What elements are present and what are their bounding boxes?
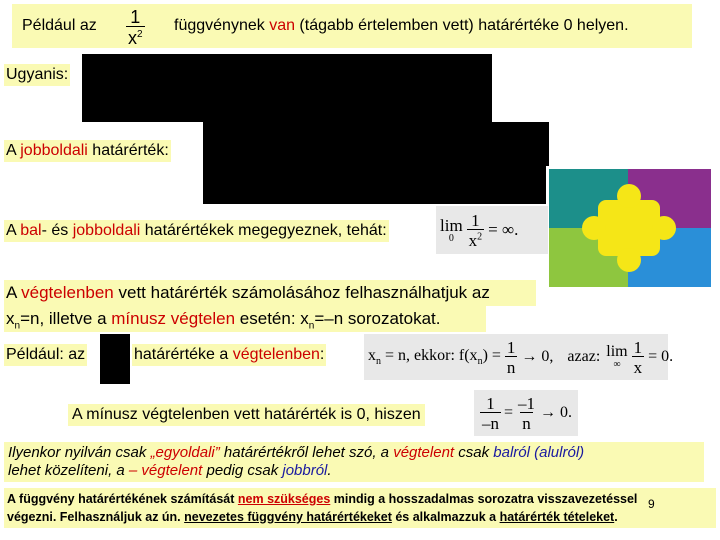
- fraction-numerator: 1: [130, 7, 141, 27]
- left-right-equal-sentence: A bal- és jobboldali határértékek megegyeznek, tehát:: [4, 220, 389, 242]
- minus-infinity-sentence: A mínusz végtelenben vett határérték is 0, hiszen: [68, 404, 425, 426]
- hidden-formula-block: [82, 54, 492, 122]
- one-sided-note: Ilyenkor nyilván csak „egyoldali” határértékről lehet szó, a végtelent csak balról (alulról) lehet közelíteni, a – végtelent pedig csak jobbról.: [4, 442, 704, 482]
- infinity-sentence-line1: A végtelenben vett határérték számolásához felhasználhatjuk az: [4, 280, 536, 306]
- minus-infinity-formula: $\frac{1}{-n}$ = $\frac{-1}{n}$ → 0.: [474, 390, 578, 436]
- page-number: 9: [648, 497, 655, 511]
- fraction-denominator: $x^2$: [128, 28, 143, 48]
- infinity-sentence-line2: $x_n=n$, illetve a mínusz végtelen esetén: $x_n=-n$ sorozatokat.: [4, 306, 486, 332]
- right-limit-label: A jobboldali határérték:: [4, 140, 171, 162]
- hidden-right-limit-block: [203, 122, 549, 204]
- intro-sentence: [12, 4, 692, 48]
- ugyanis-label: Ugyanis:: [4, 64, 70, 86]
- summary-note: A függvény határértékének számítását nem szükséges mindig a hosszadalmas sorozatra visszavezetéssel végezni. Felhasználjuk az ún. nevezetes függvény határértékeket és alkalmazzuk a határérték tételeket.: [4, 488, 716, 528]
- example-label: Például: az: [4, 344, 87, 366]
- intro-prefix: Például az: [22, 17, 97, 34]
- puzzle-image: [546, 166, 714, 290]
- example-limit-text: határértéke a végtelenben:: [132, 344, 326, 366]
- hidden-function: [100, 334, 130, 384]
- lim-symbol: lim: [440, 215, 463, 235]
- intro-fraction: [126, 8, 145, 47]
- limit-formula-infinity: lim 0 $\frac{1}{x^2}$ = ∞.: [436, 206, 548, 254]
- intro-suffix: függvénynek van (tágabb értelemben vett) határértéke 0 helyen.: [174, 17, 629, 34]
- infinity-limit-formula: $x_n = n$, ekkor: $f(x_n)$ = $\frac{1}{n}$ → 0, azaz: lim ∞ $\frac{1}{x}$ = 0.: [364, 334, 668, 380]
